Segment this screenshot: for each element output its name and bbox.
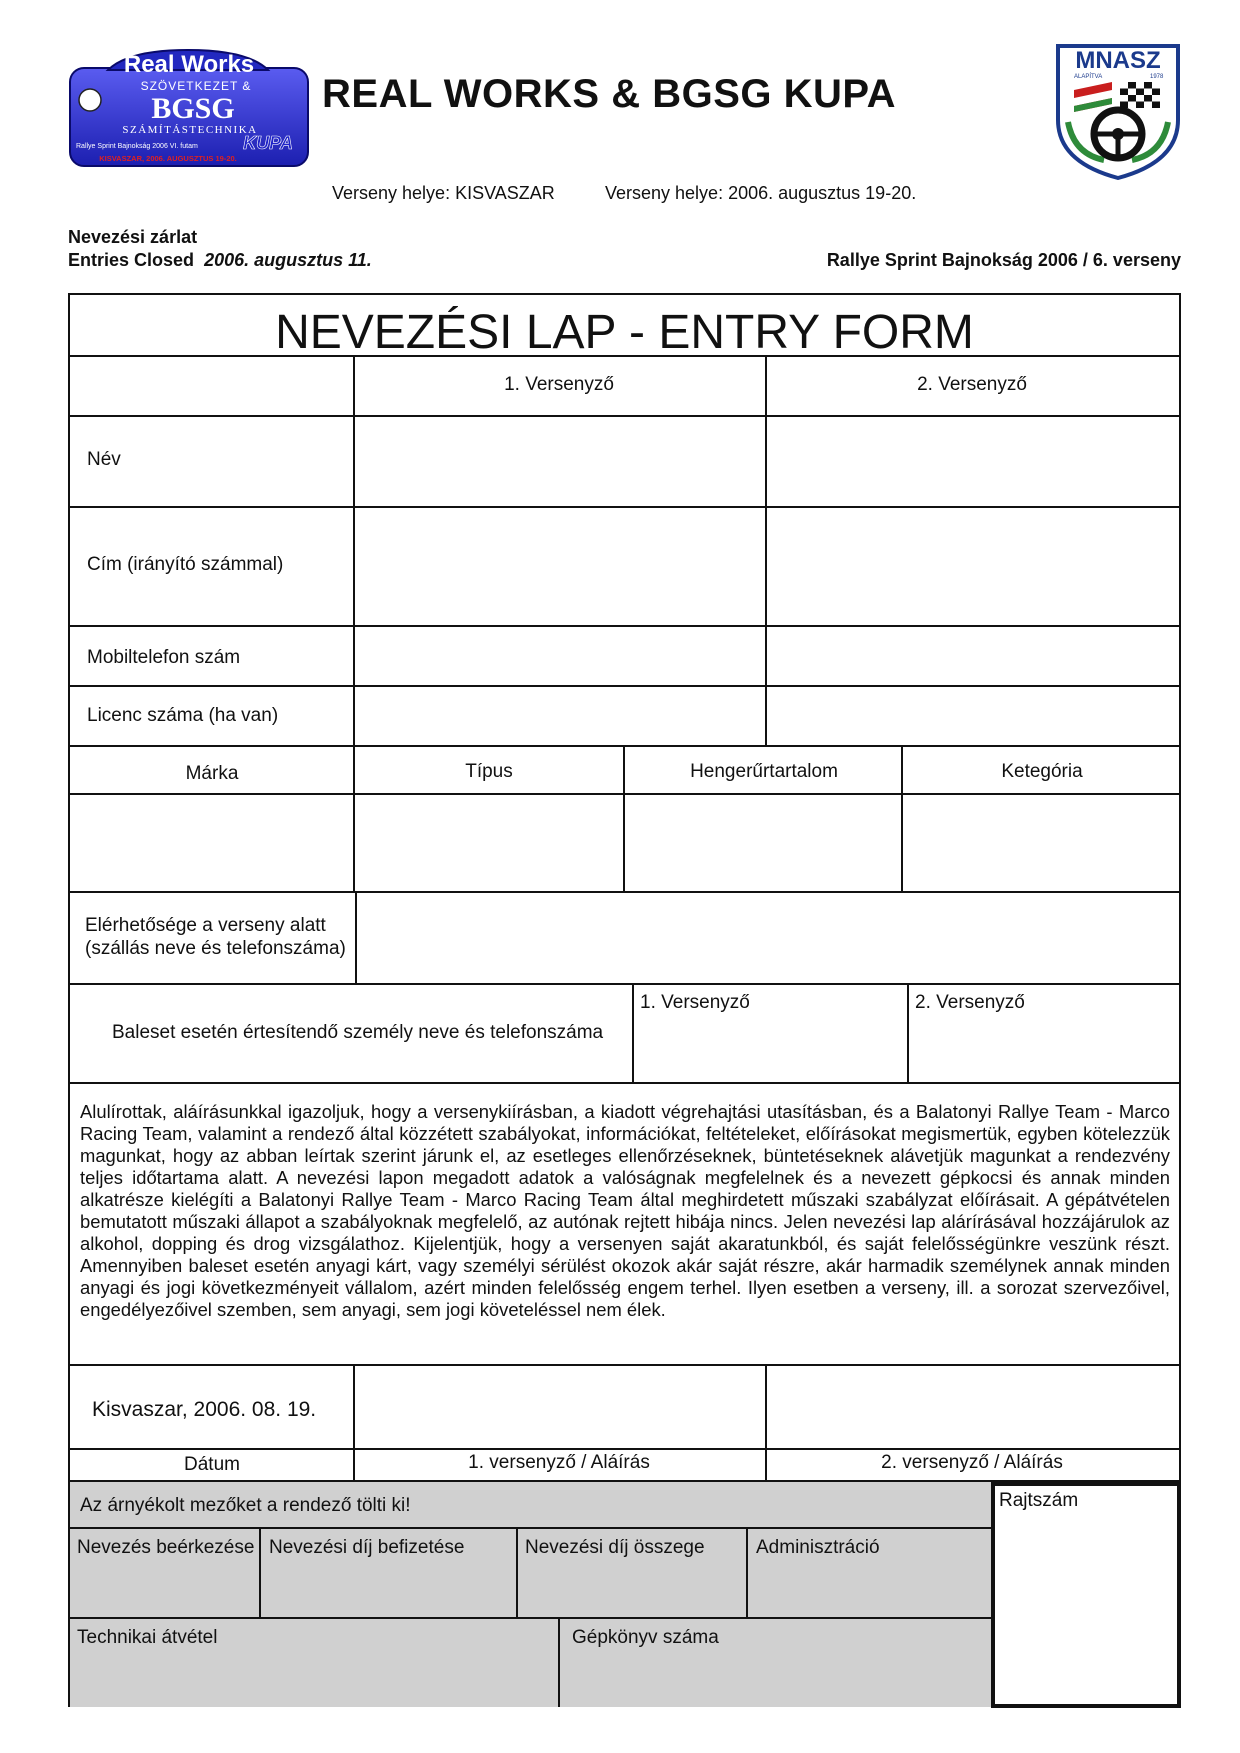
entry-form [68,293,1181,1707]
tech-inspection-label: Technikai átvétel [77,1627,218,1648]
real-works-bgsg-logo [68,48,310,170]
driver1-header: 1. Versenyző [504,374,614,395]
make-header: Márka [185,763,239,784]
svg-text:1978: 1978 [1150,74,1164,80]
emergency-driver1-field[interactable] [635,1017,905,1080]
contact-label-line2: (szállás neve és telefonszáma) [85,938,346,959]
svg-text:SZÁMÍTÁSTECHNIKA: SZÁMÍTÁSTECHNIKA [122,124,258,136]
administration-label: Adminisztráció [756,1537,880,1558]
name-label: Név [87,449,121,470]
entries-closed-hu: Nevezési zárlat [68,227,198,247]
driver2-header: 2. Versenyző [917,374,1027,395]
driver1-mobile-field[interactable] [356,628,763,683]
displacement-field[interactable] [626,796,899,889]
page-title: REAL WORKS & BGSG KUPA [322,72,896,116]
svg-text:KUPA: KUPA [243,133,293,153]
contact-label-line1: Elérhetősége a verseny alatt [85,915,326,936]
driver2-mobile-field[interactable] [768,628,1179,683]
date-label: Dátum [184,1454,240,1475]
address-label: Cím (irányító számmal) [87,554,284,575]
driver1-license-field[interactable] [356,688,763,743]
driver1-address-field[interactable] [356,509,763,623]
logbook-label: Gépkönyv száma [572,1627,719,1648]
driver2-license-field[interactable] [768,688,1179,743]
type-header: Típus [465,761,513,782]
emergency-driver2-field[interactable] [910,1017,1179,1080]
category-header: Ketegória [1001,761,1083,782]
displacement-header: Hengerűrtartalom [690,761,838,782]
make-field[interactable] [72,796,351,889]
entries-closed-line [68,250,372,271]
place-date-text: Kisvaszar, 2006. 08. 19. [92,1398,317,1421]
form-title: NEVEZÉSI LAP - ENTRY FORM [275,306,974,359]
contact-field[interactable] [358,894,1179,981]
svg-text:MNASZ: MNASZ [1075,47,1161,74]
declaration-text: Alulírottak, aláírásunkkal igazoljuk, hogy a versenykiírásban, a kiadott végrehajtási utasításban, és a Balatonyi Rallye Team - Marco Racing Team, valamint a rendező által közzétett szabályokat, információkat, feltételeket, előírásokat megismertük, egyben kötelezzük magunkat, hogy az abban leírtak szerint járunk el, az esetleges ellenőrzéseknek, büntetéseknek alávetjük magunkat a rendezvény teljes időtartama alatt. A nevezési lapon megadott adatok a valóságnak megfelelnek és a nevezett gépkocsi és annak minden alkatrésze kielégíti a Balatonyi Rallye Team - Marco Racing Team által meghirdetett műszaki szabályzat előírásait. A gépátvételen bemutatott műszaki állapot a szabályoknak megfelelő, az autónak rejtett hibája nincs. Jelen nevezési lap alárírásával hozzájárulok az alkohol, dopping és drog vizsgálathoz. Kijelentjük, hogy a versenyen saját akaratunkból, és saját felelősségünkre veszünk részt. Amennyiben baleset esetén anyagi kárt, vagy személyi sérülést okozok akár saját részre, akár harmadik személynek annak minden anyagi és jogi következményeit vállalom, azért minden felelősség engem terhel. Ilyen esetben a verseny, ill. a sorozat szervezőivel, engedélyezőivel szemben, sem anyagi, sem jogi követeléssel nem élek. [80,1101,1170,1320]
emergency-label: Baleset esetén értesítendő személy neve és telefonszáma [112,1022,604,1043]
svg-text:ALAPÍTVA: ALAPÍTVA [1074,74,1103,80]
type-field[interactable] [356,796,621,889]
svg-text:KISVASZAR, 2006. AUGUSZTUS 19-: KISVASZAR, 2006. AUGUSZTUS 19-20. [99,154,237,163]
driver1-signature-field[interactable] [356,1367,763,1446]
svg-text:SZÖVETKEZET &: SZÖVETKEZET & [140,79,252,93]
driver2-signature-label: 2. versenyző / Aláírás [881,1452,1063,1473]
emergency-driver1-label: 1. Versenyző [640,992,750,1013]
start-number-label: Rajtszám [999,1490,1079,1511]
driver2-signature-field[interactable] [768,1367,1179,1446]
entry-received-label: Nevezés beérkezése [77,1537,255,1558]
logo-real-works-text: Real Works [123,51,255,78]
venue-text: Verseny helye: KISVASZAR [332,183,555,203]
start-number-box [991,1482,1181,1708]
category-field[interactable] [904,796,1179,889]
mnasz-logo [1054,42,1182,180]
mobile-label: Mobiltelefon szám [87,647,241,668]
emergency-driver2-label: 2. Versenyző [915,992,1025,1013]
svg-text:Rallye Sprint Bajnokság 2006 V: Rallye Sprint Bajnokság 2006 VI. futam [76,143,198,150]
organizer-note: Az árnyékolt mezőket a rendező tölti ki! [80,1495,411,1516]
fee-payment-label: Nevezési díj befizetése [269,1537,465,1558]
fee-amount-label: Nevezési díj összege [525,1537,705,1558]
license-label: Licenc száma (ha van) [87,705,279,726]
event-date-text: Verseny helye: 2006. augusztus 19-20. [605,183,917,203]
series-text: Rallye Sprint Bajnokság 2006 / 6. verseny [826,250,1181,270]
svg-text:BGSG: BGSG [151,92,235,125]
driver2-address-field[interactable] [768,509,1179,623]
entries-closed-date: 2006. augusztus 11. [204,250,372,270]
driver1-signature-label: 1. versenyző / Aláírás [468,1452,650,1473]
driver2-name-field[interactable] [768,418,1179,504]
entries-closed-en: Entries Closed [68,250,195,270]
driver1-name-field[interactable] [356,418,763,504]
